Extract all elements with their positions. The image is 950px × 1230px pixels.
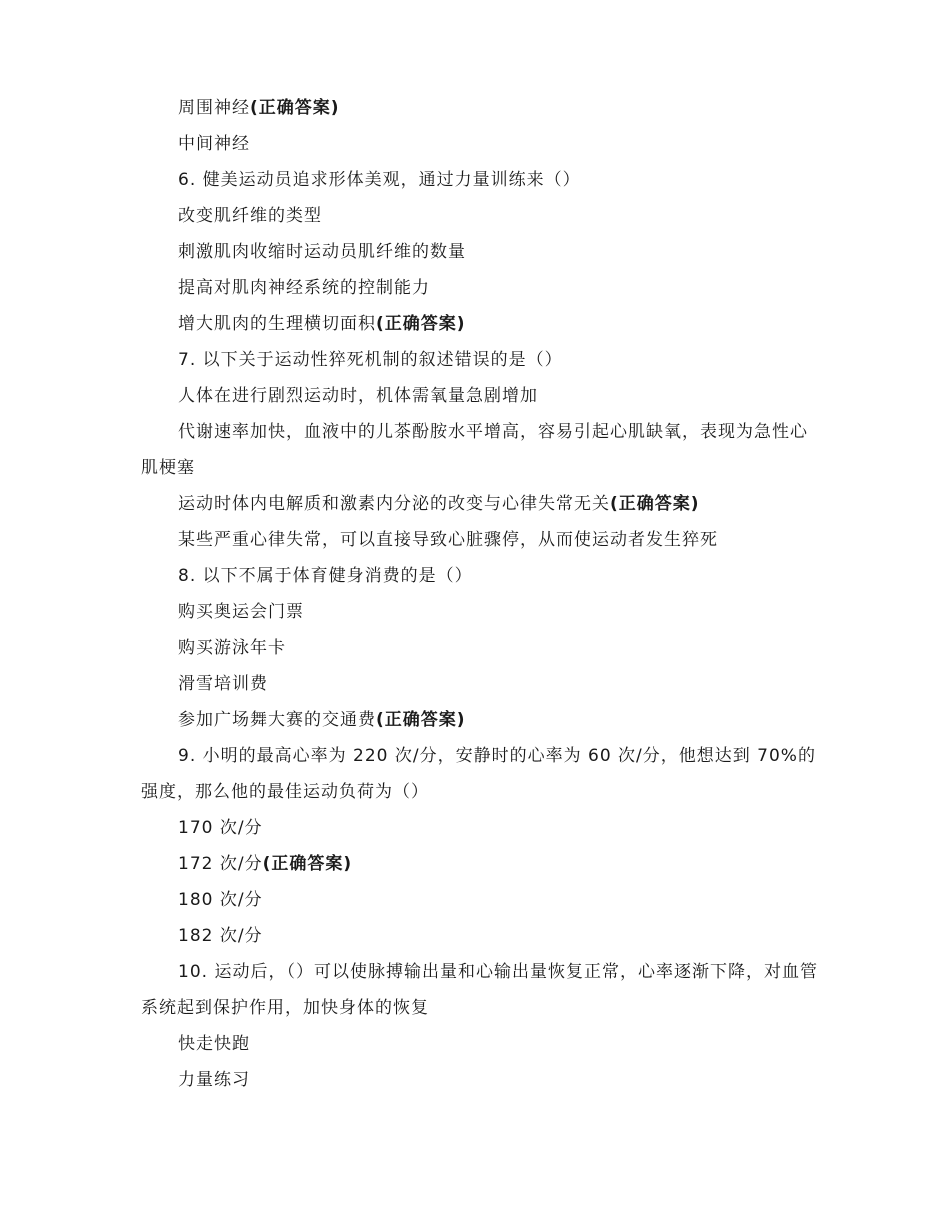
option-line	[141, 486, 821, 522]
question-6: 6. 健美运动员追求形体美观，通过力量训练来（）	[178, 170, 581, 190]
correct-answer-mark: (正确答案)	[250, 98, 340, 118]
option-line	[141, 702, 821, 738]
option-line: 刺激肌肉收缩时运动员肌纤维的数量	[178, 242, 466, 262]
option-line: 代谢速率加快，血液中的儿茶酚胺水平增高，容易引起心肌缺氧，表现为急性心肌梗塞	[141, 422, 808, 478]
correct-answer-mark: (正确答案)	[610, 494, 700, 514]
option-text: 周围神经	[178, 98, 250, 118]
option-line: 182 次/分	[178, 926, 263, 946]
option-line: 购买奥运会门票	[178, 602, 304, 622]
question-content	[141, 90, 821, 1098]
option-line: 170 次/分	[178, 818, 263, 838]
option-line: 人体在进行剧烈运动时，机体需氧量急剧增加	[178, 386, 538, 406]
option-text: 参加广场舞大赛的交通费	[178, 710, 376, 730]
correct-answer-mark: (正确答案)	[262, 854, 353, 874]
option-line	[141, 90, 821, 126]
correct-answer-mark: (正确答案)	[376, 314, 466, 334]
option-text: 运动时体内电解质和激素内分泌的改变与心律失常无关	[178, 494, 610, 514]
option-line: 快走快跑	[178, 1034, 250, 1054]
option-text: 172 次/分	[178, 854, 263, 874]
option-line: 某些严重心律失常，可以直接导致心脏骤停，从而使运动者发生猝死	[178, 530, 718, 550]
option-line: 力量练习	[178, 1070, 250, 1090]
option-text: 增大肌肉的生理横切面积	[178, 314, 376, 334]
option-line: 提高对肌肉神经系统的控制能力	[178, 278, 430, 298]
option-line: 中间神经	[178, 134, 250, 154]
correct-answer-mark: (正确答案)	[376, 710, 466, 730]
option-line	[141, 306, 821, 342]
option-line: 改变肌纤维的类型	[178, 206, 322, 226]
question-7: 7. 以下关于运动性猝死机制的叙述错误的是（）	[178, 350, 563, 370]
option-line: 滑雪培训费	[178, 674, 268, 694]
question-9: 9. 小明的最高心率为 220 次/分，安静时的心率为 60 次/分，他想达到 70%的强度，那么他的最佳运动负荷为（）	[141, 746, 816, 802]
option-line	[141, 846, 821, 882]
option-line: 180 次/分	[178, 890, 263, 910]
option-line: 购买游泳年卡	[178, 638, 286, 658]
question-8: 8. 以下不属于体育健身消费的是（）	[178, 566, 473, 586]
question-10: 10. 运动后，（）可以使脉搏输出量和心输出量恢复正常，心率逐渐下降，对血管系统起到保护作用，加快身体的恢复	[141, 962, 818, 1018]
